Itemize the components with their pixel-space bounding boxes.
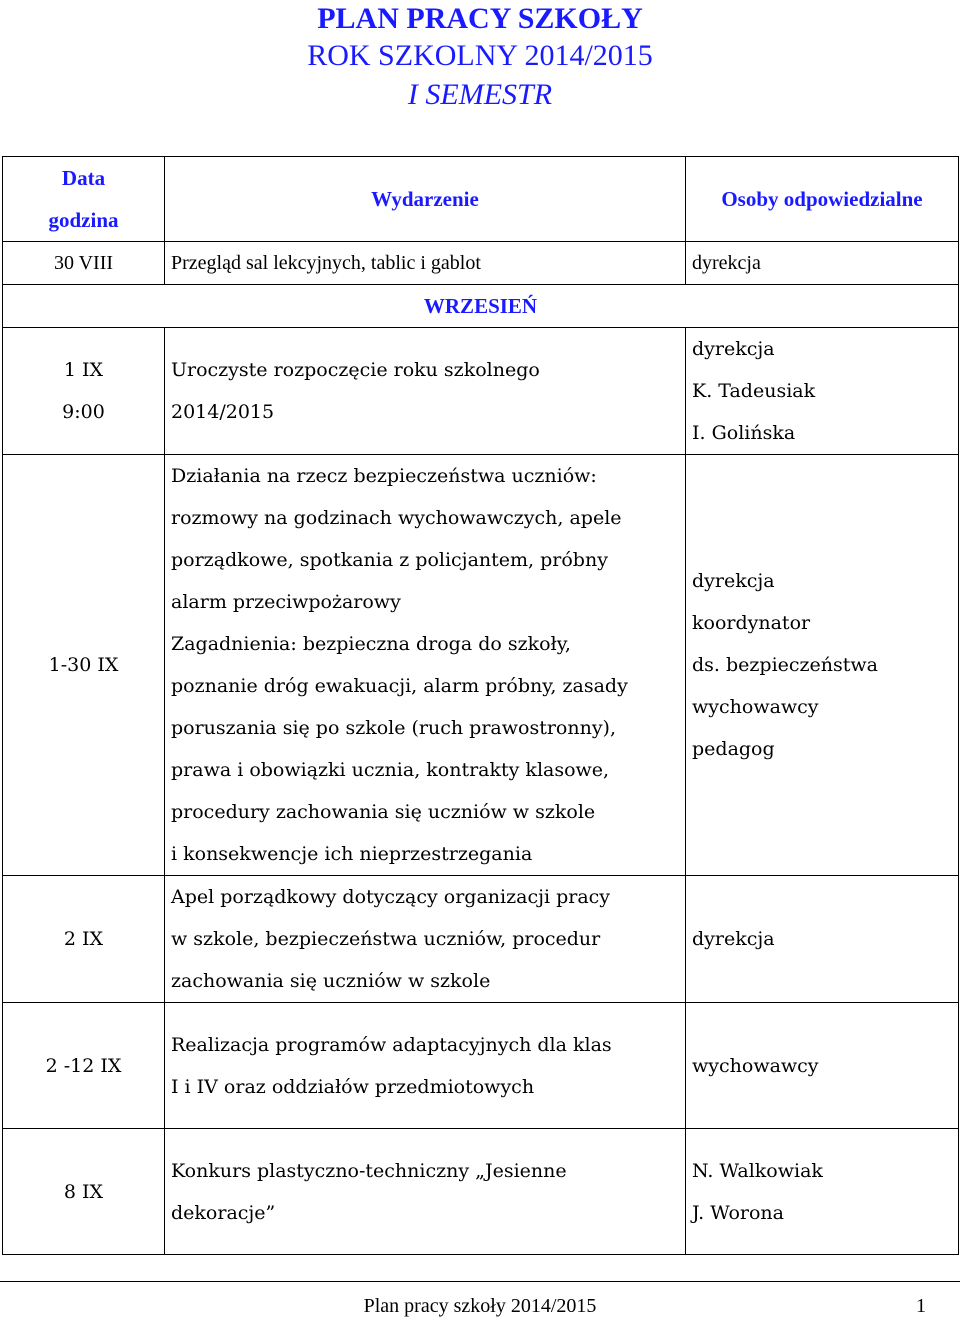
row-event-line: Uroczyste rozpoczęcie roku szkolnego bbox=[171, 359, 540, 381]
row-responsible-line: K. Tadeusiak bbox=[692, 380, 816, 402]
month-label: WRZESIEŃ bbox=[3, 285, 959, 328]
row-responsible-line: ds. bezpieczeństwa bbox=[692, 654, 879, 676]
title-line-3: I SEMESTR bbox=[407, 78, 553, 111]
row-event-line: poznanie dróg ewakuacji, alarm próbny, zasady bbox=[171, 675, 628, 697]
table-header-row bbox=[3, 157, 959, 242]
row-event: Przegląd sal lekcyjnych, tablic i gablot bbox=[165, 242, 686, 285]
row-date-line: 1 IX bbox=[63, 359, 104, 381]
row-event-line: w szkole, bezpieczeństwa uczniów, procedur bbox=[171, 928, 601, 950]
footer-text: Plan pracy szkoły 2014/2015 bbox=[363, 1295, 597, 1317]
month-row bbox=[3, 285, 959, 328]
row-event-line: Realizacja programów adaptacyjnych dla klas bbox=[171, 1033, 612, 1056]
school-plan-table bbox=[2, 156, 959, 1255]
row-responsible-line: koordynator bbox=[692, 612, 811, 634]
row-event-line: I i IV oraz oddziałów przedmiotowych bbox=[171, 1075, 535, 1098]
row-event-line: Działania na rzecz bezpieczeństwa uczniów: bbox=[171, 465, 597, 487]
table-row bbox=[3, 328, 959, 455]
table-row bbox=[3, 242, 959, 285]
row-event-line: 2014/2015 bbox=[171, 401, 275, 423]
table-row bbox=[3, 1003, 959, 1129]
row-date: 2 IX bbox=[3, 876, 165, 1003]
table-row bbox=[3, 1129, 959, 1255]
page-number: 1 bbox=[916, 1295, 926, 1317]
row-event-line: Zagadnienia: bezpieczna droga do szkoły, bbox=[171, 633, 571, 655]
header-date-line-2: godzina bbox=[48, 208, 119, 232]
title-line-2: ROK SZKOLNY 2014/2015 bbox=[307, 39, 653, 72]
row-event-line: prawa i obowiązki ucznia, kontrakty klasowe, bbox=[171, 759, 610, 781]
row-responsible: dyrekcja bbox=[686, 242, 959, 285]
row-event-line: Konkurs plastyczno-techniczny „Jesienne bbox=[171, 1159, 567, 1182]
header-date bbox=[3, 157, 165, 242]
row-date-line: 9:00 bbox=[62, 401, 105, 423]
footer-divider bbox=[0, 1281, 960, 1282]
table-row bbox=[3, 876, 959, 1003]
row-date: 1-30 IX bbox=[3, 455, 165, 876]
row-date: 8 IX bbox=[3, 1129, 165, 1255]
header-responsible: Osoby odpowiedzialne bbox=[686, 157, 959, 242]
row-event-line: i konsekwencje ich nieprzestrzegania bbox=[171, 843, 533, 865]
row-event-line: alarm przeciwpożarowy bbox=[171, 591, 401, 613]
row-event-line: rozmowy na godzinach wychowawczych, apele bbox=[171, 507, 622, 529]
row-date: 2 -12 IX bbox=[3, 1003, 165, 1129]
row-responsible-line: dyrekcja bbox=[692, 570, 775, 592]
row-event-line: Apel porządkowy dotyczący organizacji pracy bbox=[171, 886, 611, 908]
row-responsible-line: wychowawcy bbox=[692, 696, 819, 718]
table-row bbox=[3, 455, 959, 876]
row-event-line: procedury zachowania się uczniów w szkole bbox=[171, 801, 596, 823]
row-event-line: zachowania się uczniów w szkole bbox=[171, 970, 491, 992]
row-responsible-line: pedagog bbox=[692, 738, 775, 760]
row-responsible: dyrekcja bbox=[686, 876, 959, 1003]
row-event-line: poruszania się po szkole (ruch prawostronny), bbox=[171, 717, 617, 739]
row-responsible-line: I. Golińska bbox=[692, 422, 796, 444]
row-responsible: wychowawcy bbox=[686, 1003, 959, 1129]
row-responsible-line: J. Worona bbox=[692, 1201, 784, 1224]
row-responsible-line: dyrekcja bbox=[692, 338, 775, 360]
header-event: Wydarzenie bbox=[165, 157, 686, 242]
row-event-line: dekoracje” bbox=[171, 1201, 276, 1224]
header-date-line-1: Data bbox=[61, 166, 106, 190]
row-event-line: porządkowe, spotkania z policjantem, próbny bbox=[171, 549, 608, 571]
title-line-1: PLAN PRACY SZKOŁY bbox=[317, 2, 643, 35]
row-date: 30 VIII bbox=[3, 242, 165, 285]
row-responsible-line: N. Walkowiak bbox=[692, 1159, 823, 1182]
